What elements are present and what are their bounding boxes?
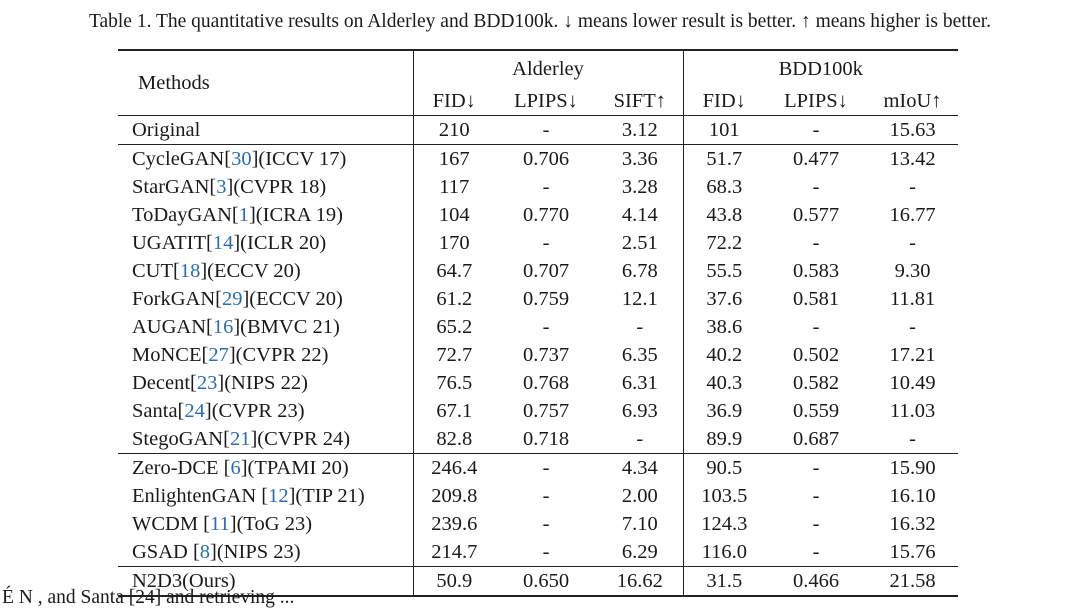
value-cell-alderley-lpips: - [495, 454, 597, 483]
citation-link[interactable]: 21 [229, 428, 251, 450]
method-name-cell [118, 313, 413, 341]
value-cell-alderley-lpips: - [542, 316, 550, 338]
value-cell-alderley-lpips: - [542, 176, 550, 198]
value-cell-bdd-lpips: 0.477 [765, 145, 867, 174]
table-row [118, 285, 958, 313]
value-cell-alderley-fid: 170 [438, 232, 470, 254]
value-cell-bdd-fid: 37.6 [706, 288, 743, 310]
col-header-bdd-lpips: LPIPS↓ [784, 90, 848, 112]
method-name: Original [132, 119, 201, 141]
value-cell-bdd-lpips: 0.577 [792, 204, 840, 226]
value-cell-bdd-lpips: - [812, 541, 820, 563]
citation-link[interactable]: 11 [210, 513, 230, 535]
method-name-cell [118, 538, 413, 567]
value-cell-alderley-lpips: - [542, 485, 550, 507]
value-cell-alderley-fid: 104 [438, 204, 470, 226]
value-cell-alderley-fid: 210 [413, 116, 495, 145]
value-cell-alderley-sift: 2.00 [597, 482, 683, 510]
value-cell-bdd-lpips: 0.466 [765, 567, 867, 597]
value-cell-alderley-lpips: - [542, 232, 550, 254]
value-cell-bdd-fid: 124.3 [701, 513, 748, 535]
table-row [118, 369, 958, 397]
method-name: ForkGAN[ [132, 288, 222, 310]
method-name: N2D3(Ours) [132, 570, 236, 592]
value-cell-alderley-fid: 67.1 [436, 400, 473, 422]
method-venue: ](TIP 21) [288, 485, 365, 507]
citation-link[interactable]: 16 [212, 316, 234, 338]
citation-link[interactable]: 23 [196, 372, 218, 394]
value-cell-alderley-fid: 65.2 [436, 316, 473, 338]
value-cell-alderley-lpips: 0.759 [522, 288, 570, 310]
table-row [118, 145, 958, 174]
value-cell-bdd-lpips: - [812, 176, 820, 198]
value-cell-alderley-sift: 6.93 [597, 397, 683, 425]
value-cell-alderley-sift: 16.62 [597, 567, 683, 597]
value-cell-bdd-miou: - [909, 232, 916, 254]
table-body [118, 116, 958, 597]
table-row [118, 510, 958, 538]
citation-link[interactable]: 29 [221, 288, 243, 310]
cut-off-text-line [0, 587, 1080, 610]
method-venue: ](ToG 23) [229, 513, 313, 535]
value-cell-bdd-fid: 55.5 [706, 260, 743, 282]
bdd100k-group-header: BDD100k [778, 58, 863, 80]
method-name-cell [118, 482, 413, 510]
table-row [118, 482, 958, 510]
value-cell-alderley-sift: 4.34 [597, 454, 683, 483]
method-name-cell [118, 510, 413, 538]
value-cell-bdd-fid: 68.3 [706, 176, 743, 198]
value-cell-alderley-fid: 117 [439, 176, 470, 198]
alderley-group-header: Alderley [413, 50, 683, 87]
value-cell-alderley-sift: 6.78 [597, 257, 683, 285]
col-header-bdd-fid: FID↓ [702, 90, 746, 112]
col-header-bdd-miou: mIoU↑ [883, 90, 942, 112]
table-row [118, 397, 958, 425]
method-venue: ](TPAMI 20) [240, 457, 349, 479]
method-name-cell [118, 454, 413, 483]
method-name: WCDM [ [132, 513, 211, 535]
method-name: Santa[ [132, 400, 185, 422]
header-row-groups [118, 50, 958, 87]
method-name-cell [118, 173, 413, 201]
value-cell-alderley-fid: 167 [413, 145, 495, 174]
table-caption: Table 1. The quantitative results on Alderley and BDD100k. ↓ means lower result is better. ↑ means higher is better. [88, 11, 992, 32]
value-cell-alderley-fid: 209.8 [431, 485, 478, 507]
value-cell-alderley-lpips: 0.707 [522, 260, 570, 282]
value-cell-bdd-fid: 40.2 [706, 344, 743, 366]
citation-link[interactable]: 24 [184, 400, 205, 422]
value-cell-bdd-fid: 31.5 [683, 567, 765, 597]
table-row [118, 313, 958, 341]
value-cell-bdd-miou: 13.42 [867, 145, 958, 174]
value-cell-bdd-lpips: 0.582 [792, 372, 840, 394]
value-cell-bdd-fid: 38.6 [706, 316, 743, 338]
value-cell-bdd-lpips: - [812, 232, 820, 254]
value-cell-alderley-fid: 214.7 [431, 541, 478, 563]
citation-link[interactable]: 8 [199, 541, 211, 563]
value-cell-alderley-sift: 6.29 [597, 538, 683, 567]
results-table [118, 49, 958, 597]
method-name-cell [118, 229, 413, 257]
method-venue: ](ECCV 20) [242, 288, 343, 310]
value-cell-bdd-miou: 16.32 [889, 513, 936, 535]
value-cell-bdd-fid: 40.3 [706, 372, 743, 394]
method-name: StegoGAN[ [132, 428, 230, 450]
table-row [118, 341, 958, 369]
value-cell-alderley-lpips: 0.737 [522, 344, 570, 366]
citation-link[interactable]: 14 [212, 232, 234, 254]
value-cell-bdd-lpips: 0.581 [792, 288, 840, 310]
value-cell-alderley-fid: 72.7 [436, 344, 473, 366]
value-cell-alderley-sift: 6.35 [597, 341, 683, 369]
method-venue: ](CVPR 23) [204, 400, 305, 422]
value-cell-alderley-lpips: 0.718 [522, 428, 570, 450]
method-venue: ](ICLR 20) [233, 232, 327, 254]
value-cell-bdd-lpips: 0.583 [792, 260, 840, 282]
citation-link[interactable]: 3 [216, 176, 227, 198]
value-cell-bdd-miou: 15.90 [867, 454, 958, 483]
method-venue: ](CVPR 22) [228, 344, 329, 366]
method-name: Decent[ [132, 372, 197, 394]
value-cell-bdd-fid: 36.9 [706, 400, 743, 422]
method-venue: ](ECCV 20) [200, 260, 301, 282]
method-name: AUGAN[ [132, 316, 213, 338]
value-cell-alderley-fid: 61.2 [436, 288, 473, 310]
method-name-cell [118, 201, 413, 229]
citation-link[interactable]: 1 [238, 204, 249, 226]
method-venue: ](CVPR 18) [226, 176, 327, 198]
method-name: MoNCE[ [132, 344, 209, 366]
method-name-cell [118, 425, 413, 454]
value-cell-bdd-miou: 16.10 [889, 485, 936, 507]
value-cell-bdd-miou: 15.63 [867, 116, 958, 145]
method-venue: ](NIPS 23) [210, 541, 301, 563]
citation-link[interactable]: 6 [230, 457, 241, 479]
value-cell-bdd-miou: - [909, 176, 916, 198]
value-cell-bdd-miou: 9.30 [894, 260, 931, 282]
methods-header: Methods [118, 50, 413, 116]
table-row [118, 454, 958, 483]
method-name-cell [118, 257, 413, 285]
value-cell-bdd-miou: 16.77 [889, 204, 936, 226]
value-cell-alderley-sift: - [597, 313, 683, 341]
value-cell-alderley-sift: - [597, 425, 683, 454]
citation-link[interactable]: 18 [179, 260, 201, 282]
value-cell-alderley-lpips: 0.706 [495, 145, 597, 174]
value-cell-bdd-fid: 43.8 [706, 204, 743, 226]
value-cell-alderley-lpips: - [495, 116, 597, 145]
table-row [118, 257, 958, 285]
value-cell-bdd-fid: 90.5 [683, 454, 765, 483]
method-name: EnlightenGAN [ [132, 485, 269, 507]
method-name: CUT[ [132, 260, 180, 282]
table-row [118, 229, 958, 257]
value-cell-bdd-lpips: - [812, 513, 820, 535]
value-cell-bdd-fid: 103.5 [701, 485, 748, 507]
value-cell-alderley-sift: 2.51 [597, 229, 683, 257]
method-venue: ](BMVC 21) [233, 316, 340, 338]
value-cell-bdd-miou: 11.81 [889, 288, 936, 310]
value-cell-bdd-fid: 89.9 [706, 428, 743, 450]
value-cell-alderley-lpips: - [542, 513, 550, 535]
value-cell-alderley-sift: 7.10 [597, 510, 683, 538]
value-cell-bdd-miou: 17.21 [889, 344, 936, 366]
table-row [118, 116, 958, 145]
citation-link[interactable]: 12 [268, 485, 289, 507]
method-name-cell [118, 341, 413, 369]
method-venue: ](ICCV 17) [251, 148, 347, 170]
col-header-alderley-fid: FID↓ [432, 90, 476, 112]
value-cell-alderley-fid: 82.8 [436, 428, 473, 450]
method-venue: ](ICRA 19) [248, 204, 343, 226]
citation-link[interactable]: 30 [231, 148, 252, 170]
value-cell-bdd-fid: 116.0 [701, 541, 747, 563]
value-cell-alderley-fid: 239.6 [431, 513, 478, 535]
value-cell-alderley-fid: 64.7 [436, 260, 473, 282]
value-cell-alderley-sift: 6.31 [597, 369, 683, 397]
value-cell-alderley-lpips: 0.768 [522, 372, 570, 394]
value-cell-alderley-lpips: 0.770 [522, 204, 570, 226]
value-cell-bdd-fid: 51.7 [683, 145, 765, 174]
col-header-alderley-sift: SIFT↑ [597, 87, 683, 116]
value-cell-alderley-fid: 50.9 [413, 567, 495, 597]
value-cell-bdd-fid: 72.2 [706, 232, 743, 254]
value-cell-alderley-sift: 12.1 [597, 285, 683, 313]
method-venue: ](CVPR 24) [250, 428, 351, 450]
value-cell-alderley-lpips: - [542, 541, 550, 563]
value-cell-bdd-lpips: 0.559 [792, 400, 840, 422]
value-cell-bdd-miou: 10.49 [889, 372, 936, 394]
value-cell-bdd-lpips: - [812, 316, 820, 338]
cut-off-text: É N , and Santa [24] and retrieving ... [2, 587, 295, 608]
value-cell-bdd-miou: 21.58 [867, 567, 958, 597]
method-name: ToDayGAN[ [132, 204, 239, 226]
value-cell-alderley-sift: 3.36 [597, 145, 683, 174]
value-cell-bdd-miou: - [909, 316, 916, 338]
table-row [118, 201, 958, 229]
method-name: StarGAN[ [132, 176, 217, 198]
method-name: UGATIT[ [132, 232, 213, 254]
method-name-cell [118, 145, 413, 174]
method-name-cell [118, 369, 413, 397]
value-cell-bdd-lpips: 0.687 [792, 428, 840, 450]
value-cell-bdd-lpips: - [812, 485, 820, 507]
table-row [118, 425, 958, 454]
value-cell-alderley-sift: 3.12 [597, 116, 683, 145]
value-cell-alderley-sift: 3.28 [597, 173, 683, 201]
method-venue: ](NIPS 22) [217, 372, 308, 394]
value-cell-alderley-fid: 76.5 [436, 372, 473, 394]
value-cell-alderley-sift: 4.14 [597, 201, 683, 229]
value-cell-alderley-fid: 246.4 [413, 454, 495, 483]
col-header-alderley-lpips: LPIPS↓ [514, 90, 578, 112]
value-cell-bdd-fid: 101 [683, 116, 765, 145]
value-cell-bdd-miou: 15.76 [889, 541, 936, 563]
method-name-cell [118, 397, 413, 425]
value-cell-bdd-lpips: - [765, 454, 867, 483]
method-name: Zero-DCE [ [132, 457, 231, 479]
value-cell-bdd-lpips: - [765, 116, 867, 145]
method-name-cell [118, 116, 413, 145]
value-cell-bdd-miou: 11.03 [889, 400, 936, 422]
value-cell-alderley-lpips: 0.650 [495, 567, 597, 597]
method-name: GSAD [ [132, 541, 200, 563]
table-row [118, 538, 958, 567]
method-name-cell [118, 285, 413, 313]
value-cell-bdd-lpips: 0.502 [792, 344, 840, 366]
value-cell-bdd-miou: - [909, 428, 916, 450]
method-name: CycleGAN[ [132, 148, 232, 170]
value-cell-alderley-lpips: 0.757 [522, 400, 570, 422]
citation-link[interactable]: 27 [208, 344, 229, 366]
table-row [118, 173, 958, 201]
